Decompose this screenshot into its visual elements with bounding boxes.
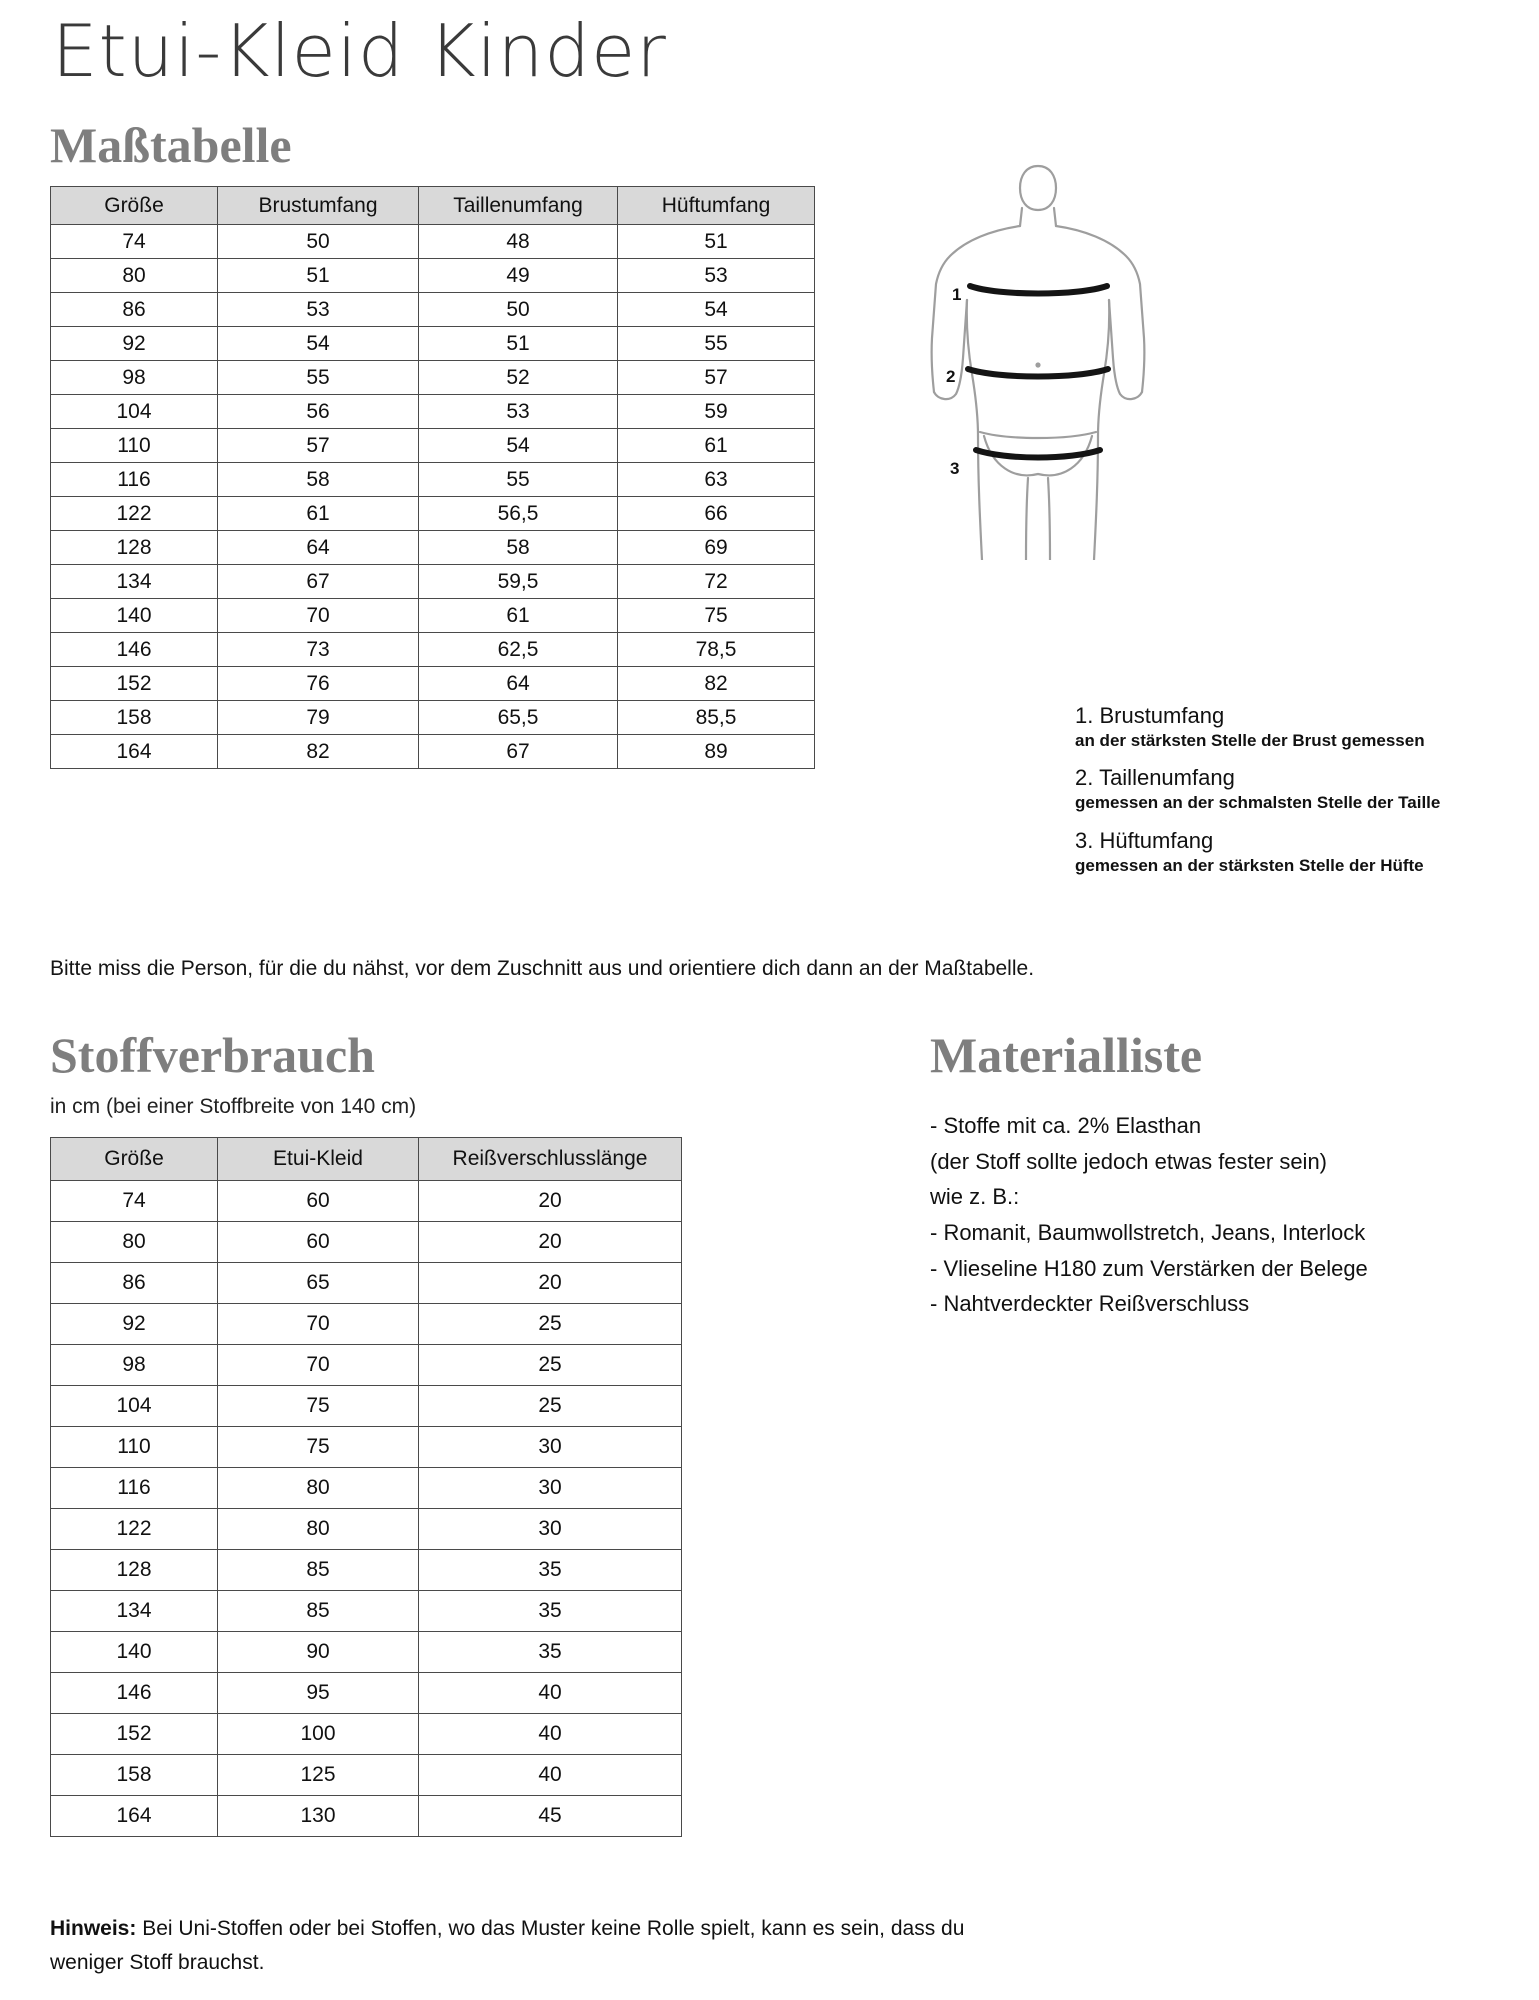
table-cell: 53 xyxy=(618,259,815,293)
table-header-row xyxy=(51,187,815,225)
table-row xyxy=(51,1468,682,1509)
table-cell: 51 xyxy=(218,259,419,293)
table-cell: 89 xyxy=(618,735,815,769)
table-cell: 61 xyxy=(419,599,618,633)
table-cell: 95 xyxy=(218,1673,419,1714)
table-cell: 65 xyxy=(218,1263,419,1304)
table-cell: 56,5 xyxy=(419,497,618,531)
table-cell: 110 xyxy=(51,429,218,463)
table-cell: 98 xyxy=(51,361,218,395)
table-cell: 35 xyxy=(419,1632,682,1673)
legend-desc-waist: gemessen an der schmalsten Stelle der Taille xyxy=(1075,792,1441,812)
table-row xyxy=(51,1427,682,1468)
hinweis-text: Bei Uni-Stoffen oder bei Stoffen, wo das Muster keine Rolle spielt, kann es sein, dass du weniger Stoff brauchst. xyxy=(50,1917,965,1975)
measurement-band-bust xyxy=(970,286,1107,294)
table-cell: 158 xyxy=(51,1755,218,1796)
table-cell: 45 xyxy=(419,1796,682,1837)
table-cell: 48 xyxy=(419,225,618,259)
page-title: Etui-Kleid Kinder xyxy=(52,9,667,93)
material-list-item: - Nahtverdeckter Reißverschluss xyxy=(930,1291,1250,1317)
table-cell: 63 xyxy=(618,463,815,497)
figure-neck-right xyxy=(1054,208,1056,226)
table-cell: 25 xyxy=(419,1386,682,1427)
table-row xyxy=(51,701,815,735)
table-cell: 54 xyxy=(218,327,419,361)
legend-desc-hip: gemessen an der stärksten Stelle der Hüfte xyxy=(1075,855,1424,875)
table-cell: 80 xyxy=(218,1509,419,1550)
table-row xyxy=(51,1632,682,1673)
table-cell: 80 xyxy=(218,1468,419,1509)
table-cell: 86 xyxy=(51,1263,218,1304)
table-cell: 72 xyxy=(618,565,815,599)
table-cell: 164 xyxy=(51,735,218,769)
table-cell: 35 xyxy=(419,1550,682,1591)
measurement-instruction-text: Bitte miss die Person, für die du nähst, vor dem Zuschnitt aus und orientiere dich dann an der Maßtabelle. xyxy=(50,957,1035,980)
table-cell: 61 xyxy=(218,497,419,531)
table-cell: 40 xyxy=(419,1673,682,1714)
section-heading-materialliste: Materialliste xyxy=(930,1027,1203,1083)
column-header-brustumfang: Brustumfang xyxy=(218,187,419,225)
table-row xyxy=(51,327,815,361)
table-cell: 140 xyxy=(51,599,218,633)
table-header-row xyxy=(51,1138,682,1181)
stoffverbrauch-subnote: in cm (bei einer Stoffbreite von 140 cm) xyxy=(50,1095,417,1118)
measurement-band-waist xyxy=(968,369,1108,377)
body-measurement-diagram xyxy=(888,160,1218,560)
table-cell: 104 xyxy=(51,1386,218,1427)
column-header-hueftumfang: Hüftumfang xyxy=(618,187,815,225)
hinweis-note xyxy=(50,1912,1010,1980)
table-row xyxy=(51,259,815,293)
table-cell: 75 xyxy=(218,1427,419,1468)
table-cell: 75 xyxy=(218,1386,419,1427)
table-row xyxy=(51,667,815,701)
figure-marker-1: 1 xyxy=(952,285,962,304)
table-cell: 54 xyxy=(419,429,618,463)
fabric-consumption-table xyxy=(50,1137,682,1837)
table-cell: 78,5 xyxy=(618,633,815,667)
table-cell: 80 xyxy=(51,259,218,293)
material-list xyxy=(930,1108,1520,1322)
table-cell: 146 xyxy=(51,633,218,667)
legend-entry-waist xyxy=(1075,765,1525,813)
table-row xyxy=(51,225,815,259)
table-cell: 62,5 xyxy=(419,633,618,667)
table-cell: 25 xyxy=(419,1304,682,1345)
table-row xyxy=(51,497,815,531)
table-row xyxy=(51,1509,682,1550)
table-cell: 55 xyxy=(618,327,815,361)
table-cell: 98 xyxy=(51,1345,218,1386)
table-cell: 82 xyxy=(218,735,419,769)
figure-hip-line xyxy=(980,432,1096,438)
table-row xyxy=(51,531,815,565)
table-cell: 40 xyxy=(419,1755,682,1796)
figure-neck-left xyxy=(1020,208,1022,226)
table-row xyxy=(51,361,815,395)
figure-left-arm-outer xyxy=(932,226,1020,392)
table-cell: 20 xyxy=(419,1181,682,1222)
figure-right-arm-outer xyxy=(1056,226,1144,392)
table-row xyxy=(51,1181,682,1222)
table-row xyxy=(51,1714,682,1755)
table-cell: 61 xyxy=(618,429,815,463)
table-row xyxy=(51,395,815,429)
material-list-item: - Vlieseline H180 zum Verstärken der Belege xyxy=(930,1255,1368,1281)
table-cell: 125 xyxy=(218,1755,419,1796)
table-cell: 66 xyxy=(618,497,815,531)
measurement-band-hip xyxy=(976,450,1100,458)
table-cell: 54 xyxy=(618,293,815,327)
table-cell: 116 xyxy=(51,463,218,497)
table-cell: 90 xyxy=(218,1632,419,1673)
table-cell: 60 xyxy=(218,1222,419,1263)
table-cell: 55 xyxy=(419,463,618,497)
figure-right-arm-inner xyxy=(1109,300,1142,399)
legend-title-bust: 1. Brustumfang xyxy=(1075,703,1225,728)
table-cell: 67 xyxy=(218,565,419,599)
material-list-item: wie z. B.: xyxy=(930,1184,1020,1210)
table-cell: 59 xyxy=(618,395,815,429)
material-list-item: - Romanit, Baumwollstretch, Jeans, Interlock xyxy=(930,1219,1366,1245)
table-cell: 74 xyxy=(51,225,218,259)
table-cell: 70 xyxy=(218,599,419,633)
column-header-groesse: Größe xyxy=(51,1138,218,1181)
figure-navel xyxy=(1035,362,1040,367)
table-cell: 70 xyxy=(218,1304,419,1345)
figure-marker-3: 3 xyxy=(950,459,960,478)
table-cell: 40 xyxy=(419,1714,682,1755)
table-row xyxy=(51,1550,682,1591)
table-row xyxy=(51,1386,682,1427)
section-heading-stoffverbrauch: Stoffverbrauch xyxy=(50,1027,375,1083)
section-heading-masstabelle: Maßtabelle xyxy=(50,117,292,173)
figure-marker-2: 2 xyxy=(946,367,956,386)
table-cell: 100 xyxy=(218,1714,419,1755)
table-row xyxy=(51,599,815,633)
table-cell: 110 xyxy=(51,1427,218,1468)
table-row xyxy=(51,1796,682,1837)
table-cell: 57 xyxy=(218,429,419,463)
table-cell: 60 xyxy=(218,1181,419,1222)
table-cell: 51 xyxy=(419,327,618,361)
table-cell: 130 xyxy=(218,1796,419,1837)
table-row xyxy=(51,293,815,327)
table-cell: 152 xyxy=(51,1714,218,1755)
table-row xyxy=(51,735,815,769)
table-cell: 58 xyxy=(419,531,618,565)
table-cell: 64 xyxy=(419,667,618,701)
table-cell: 76 xyxy=(218,667,419,701)
table-cell: 35 xyxy=(419,1591,682,1632)
table-cell: 140 xyxy=(51,1632,218,1673)
table-cell: 70 xyxy=(218,1345,419,1386)
table-row xyxy=(51,463,815,497)
table-row xyxy=(51,429,815,463)
table-cell: 55 xyxy=(218,361,419,395)
table-cell: 69 xyxy=(618,531,815,565)
table-cell: 152 xyxy=(51,667,218,701)
table-cell: 92 xyxy=(51,1304,218,1345)
table-cell: 58 xyxy=(218,463,419,497)
table-cell: 56 xyxy=(218,395,419,429)
column-header-taillenumfang: Taillenumfang xyxy=(419,187,618,225)
table-cell: 85 xyxy=(218,1550,419,1591)
legend-entry-hip xyxy=(1075,828,1525,876)
table-row xyxy=(51,1673,682,1714)
table-cell: 30 xyxy=(419,1468,682,1509)
table-row xyxy=(51,1591,682,1632)
measurement-table xyxy=(50,186,815,769)
table-cell: 51 xyxy=(618,225,815,259)
material-list-item: - Stoffe mit ca. 2% Elasthan xyxy=(930,1113,1202,1138)
table-cell: 164 xyxy=(51,1796,218,1837)
table-cell: 74 xyxy=(51,1181,218,1222)
table-cell: 104 xyxy=(51,395,218,429)
table-cell: 79 xyxy=(218,701,419,735)
column-header-groesse: Größe xyxy=(51,187,218,225)
legend-desc-bust: an der stärksten Stelle der Brust gemessen xyxy=(1075,730,1425,750)
table-cell: 53 xyxy=(419,395,618,429)
legend-title-waist: 2. Taillenumfang xyxy=(1075,765,1235,790)
table-row xyxy=(51,633,815,667)
table-cell: 85 xyxy=(218,1591,419,1632)
table-cell: 50 xyxy=(218,225,419,259)
table-cell: 134 xyxy=(51,1591,218,1632)
table-cell: 92 xyxy=(51,327,218,361)
table-cell: 82 xyxy=(618,667,815,701)
table-row xyxy=(51,1345,682,1386)
table-cell: 50 xyxy=(419,293,618,327)
table-row xyxy=(51,1304,682,1345)
table-cell: 49 xyxy=(419,259,618,293)
table-cell: 25 xyxy=(419,1345,682,1386)
table-cell: 80 xyxy=(51,1222,218,1263)
table-row xyxy=(51,565,815,599)
table-row xyxy=(51,1222,682,1263)
table-cell: 57 xyxy=(618,361,815,395)
table-cell: 65,5 xyxy=(419,701,618,735)
figure-head xyxy=(1020,166,1056,210)
table-cell: 116 xyxy=(51,1468,218,1509)
table-row xyxy=(51,1755,682,1796)
table-cell: 128 xyxy=(51,1550,218,1591)
column-header-reissverschlusslaenge: Reißverschlusslänge xyxy=(419,1138,682,1181)
table-cell: 146 xyxy=(51,1673,218,1714)
table-cell: 158 xyxy=(51,701,218,735)
table-cell: 64 xyxy=(218,531,419,565)
table-cell: 73 xyxy=(218,633,419,667)
table-cell: 128 xyxy=(51,531,218,565)
table-cell: 30 xyxy=(419,1509,682,1550)
table-cell: 122 xyxy=(51,1509,218,1550)
table-cell: 122 xyxy=(51,497,218,531)
material-list-item: (der Stoff sollte jedoch etwas fester sein) xyxy=(930,1148,1328,1174)
table-cell: 86 xyxy=(51,293,218,327)
table-cell: 67 xyxy=(419,735,618,769)
table-cell: 20 xyxy=(419,1263,682,1304)
table-cell: 30 xyxy=(419,1427,682,1468)
hinweis-label: Hinweis: xyxy=(50,1917,137,1940)
legend-title-hip: 3. Hüftumfang xyxy=(1075,828,1214,853)
table-cell: 53 xyxy=(218,293,419,327)
table-cell: 134 xyxy=(51,565,218,599)
table-cell: 75 xyxy=(618,599,815,633)
column-header-etui-kleid: Etui-Kleid xyxy=(218,1138,419,1181)
table-row xyxy=(51,1263,682,1304)
table-cell: 59,5 xyxy=(419,565,618,599)
figure-left-leg-inner xyxy=(1026,478,1028,560)
table-cell: 85,5 xyxy=(618,701,815,735)
table-cell: 20 xyxy=(419,1222,682,1263)
figure-right-leg-inner xyxy=(1048,478,1050,560)
legend-entry-bust xyxy=(1075,703,1525,751)
table-cell: 52 xyxy=(419,361,618,395)
